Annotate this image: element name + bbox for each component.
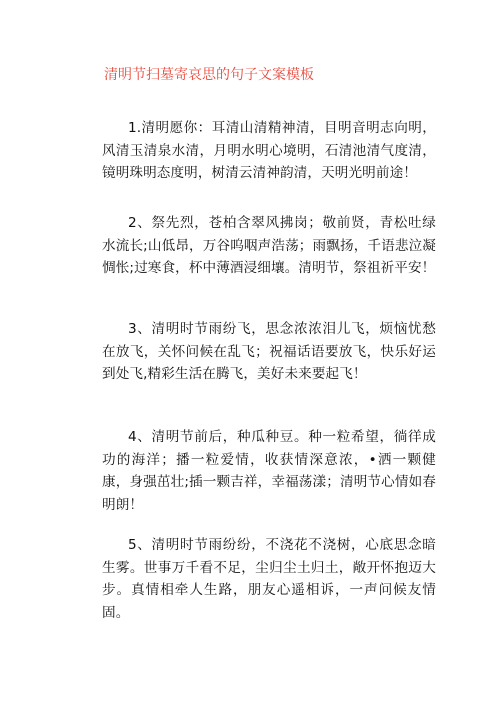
paragraph-2: 2、祭先烈，苍柏含翠风拂岗；敬前贤，青松吐绿水流长;山低昂，万谷呜咽声浩荡；雨飘扬，千语悲泣凝惆怅;过寒食，杯中薄酒浸细壤。清明节，祭祖祈平安！	[102, 215, 436, 276]
paragraph-3: 3、清明时节雨纷飞，思念浓浓泪儿飞，烦恼忧愁在放飞，关怀问候在乱飞；祝福话语要放飞，快乐好运到处飞,精彩生活在腾飞，美好未来要起飞！	[102, 321, 436, 382]
document-title: 清明节扫墓寄哀思的句子文案模板	[104, 67, 314, 83]
paragraph-1: 1.清明愿你：耳清山清精神清，目明音明志向明，风清玉清泉水清，月明水明心境明，石清池清气度清，镜明珠明态度明，树清云清神韵清，天明光明前途！	[102, 120, 436, 181]
paragraph-5: 5、清明时节雨纷纷，不浇花不浇树，心底思念暗生雾。世事万千看不足，尘归尘土归土，敞开怀抱迈大步。真情相牵人生路，朋友心遥相诉，一声问候友情固。	[102, 537, 436, 621]
paragraph-4: 4、清明节前后，种瓜种豆。种一粒希望，徜徉成功的海洋；播一粒爱情，收获情深意浓，•洒一颗健康，身强茁壮;插一颗吉祥，幸福荡漾；清明节心情如春明朗！	[102, 429, 436, 513]
